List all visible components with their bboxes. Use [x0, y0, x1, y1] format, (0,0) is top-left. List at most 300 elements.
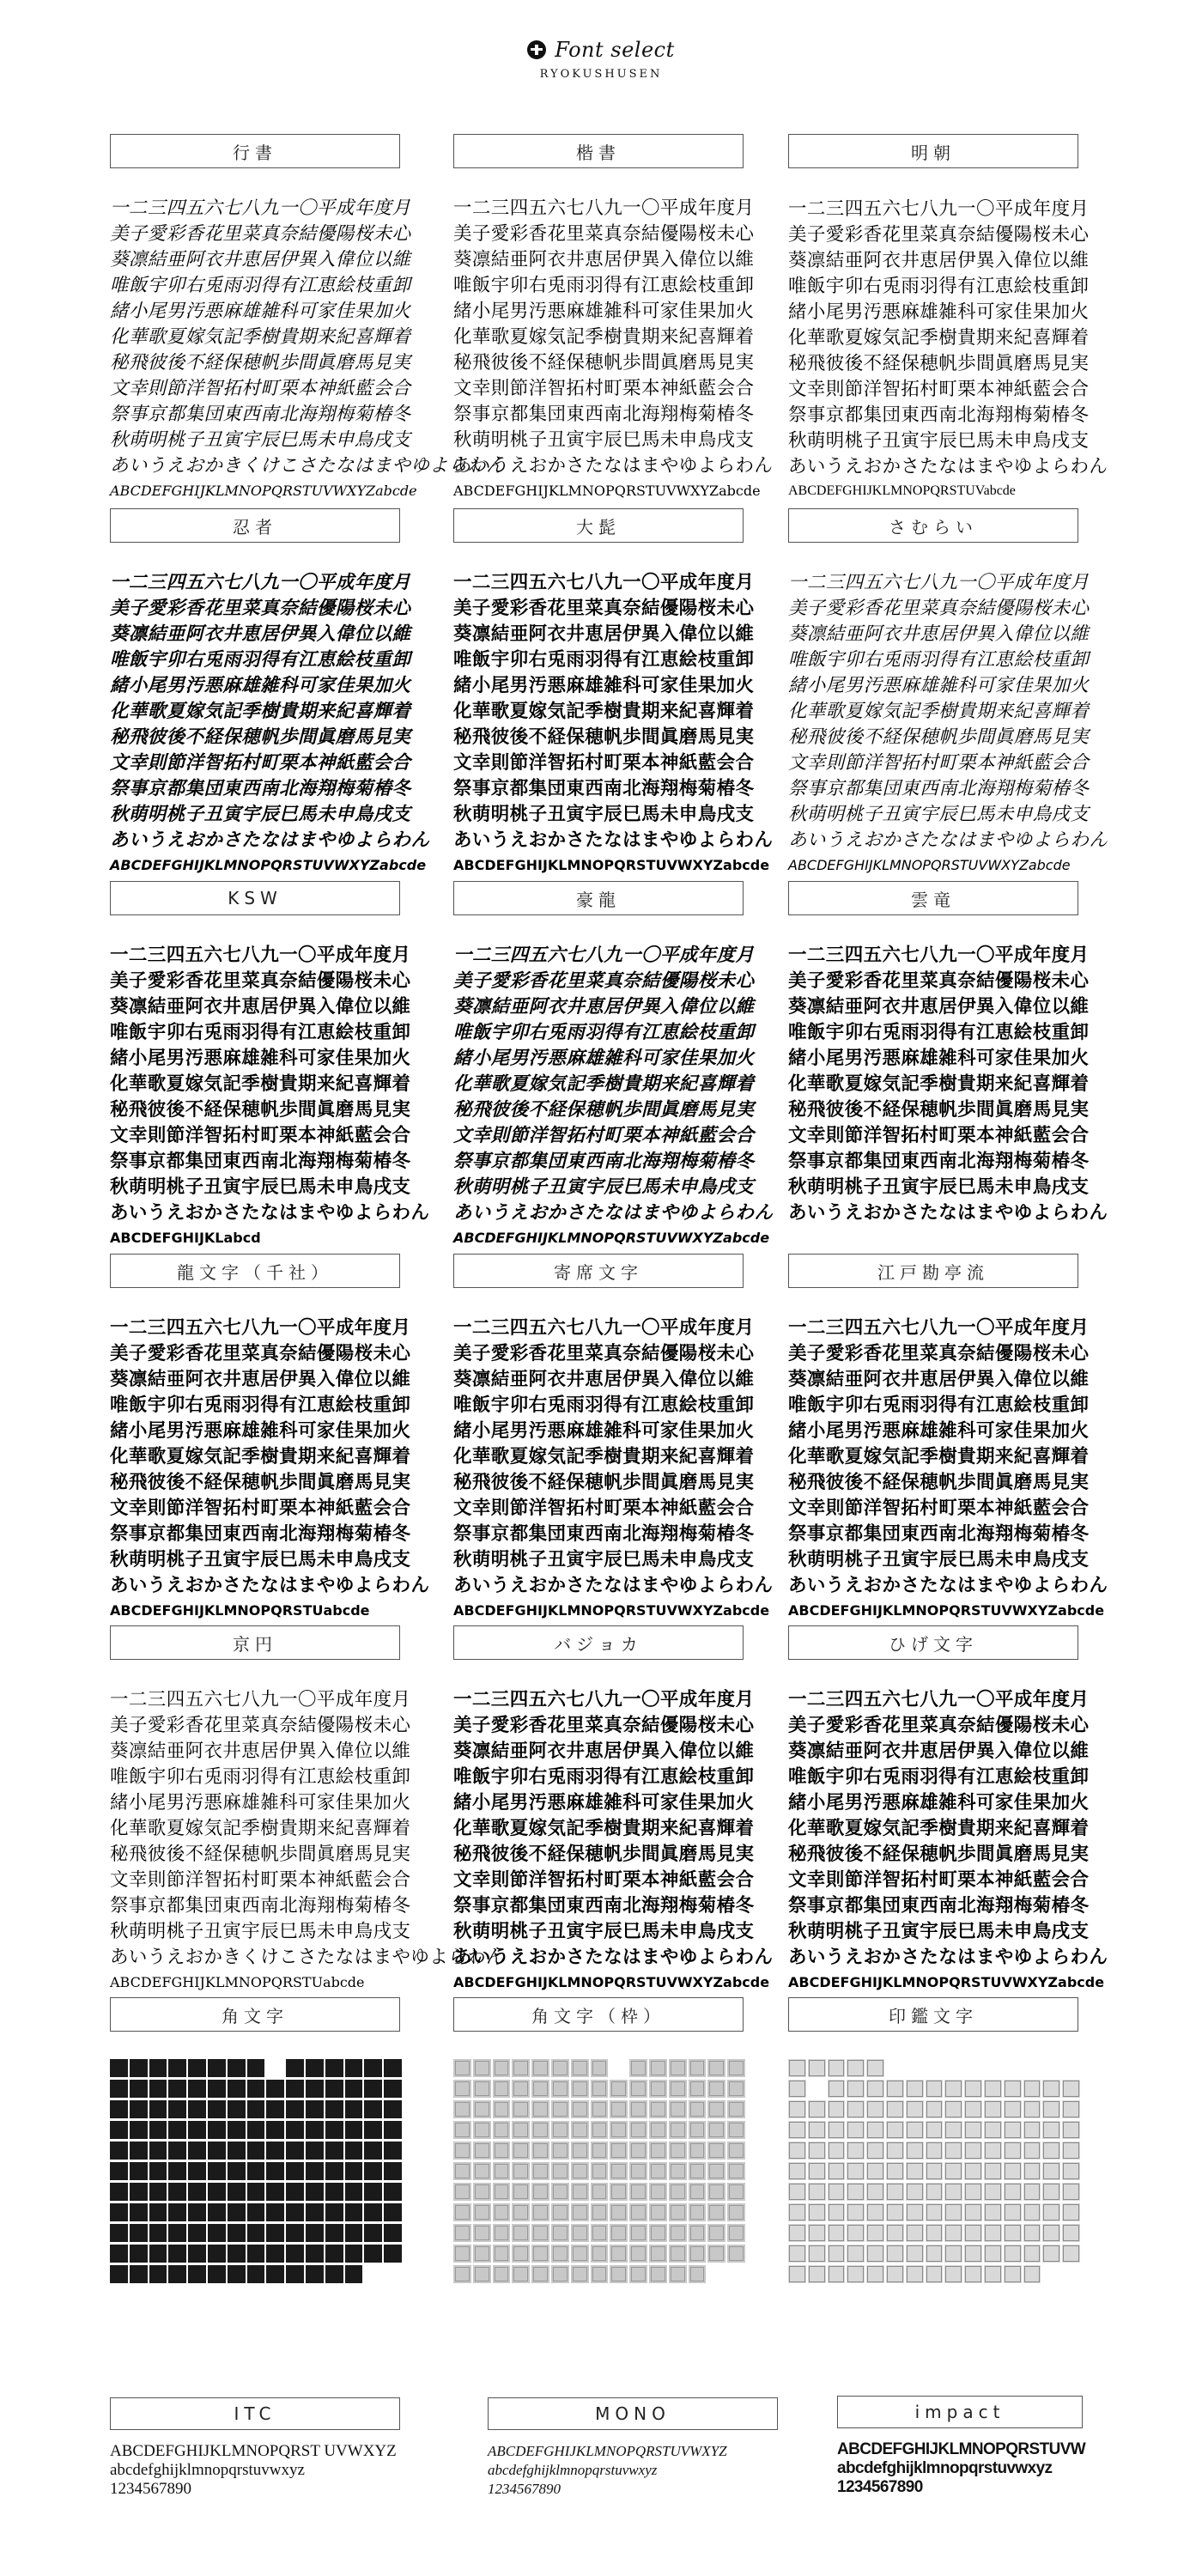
glyph-cell	[364, 2203, 382, 2221]
sample-line: 化華歌夏嫁気記季樹貴期来紀喜輝着	[788, 1818, 1090, 1839]
glyph-cell	[689, 2059, 707, 2077]
glyph-row	[453, 2224, 745, 2242]
sample-line: 葵凛結亜阿衣井恵居伊異入偉位以維	[788, 1741, 1090, 1762]
sample-line: ABCDEFGHIJKLMNOPQRSTUVWXYZabcde	[453, 1230, 770, 1246]
glyph-cell	[110, 2080, 128, 2098]
glyph-cell	[828, 2245, 846, 2263]
glyph-cell	[247, 2100, 265, 2118]
sample-line: ABCDEFGHIJKLMNOPQRSTUVWXYZabcde	[788, 1974, 1105, 1990]
glyph-cell	[473, 2100, 491, 2118]
glyph-cell	[1042, 2121, 1060, 2139]
glyph-cell	[984, 2162, 1002, 2180]
glyph-cell	[886, 2059, 904, 2077]
sample-line: 祭事京都集団東西南北海翔梅菊椿冬	[788, 1895, 1090, 1917]
glyph-cell	[964, 2203, 982, 2221]
sample-line: あいうえおかさたなはまやゆよらわん	[453, 1202, 774, 1224]
sample-line: 秋萌明桃子丑寅宇辰巳馬未申鳥戌支	[110, 1921, 411, 1942]
glyph-cell	[453, 2142, 471, 2160]
glyph-cell	[1004, 2059, 1022, 2077]
sample-line: 文幸則節洋智拓村町栗本神紙藍会合	[110, 378, 411, 399]
glyph-row	[453, 2203, 745, 2221]
font-label: 明朝	[788, 134, 1078, 168]
glyph-cell	[247, 2142, 265, 2160]
font-sample	[788, 196, 1108, 498]
glyph-cell	[149, 2245, 167, 2263]
glyph-cell	[149, 2059, 167, 2077]
sample-line: 秋萌明桃子丑寅宇辰巳馬未申鳥戌支	[453, 429, 755, 451]
font-label: MONO	[488, 2397, 778, 2430]
glyph-cell	[473, 2121, 491, 2139]
sample-line: 秘飛彼後不経保穂帆歩間眞磨馬見実	[788, 726, 1090, 748]
page-header	[0, 38, 1202, 81]
sample-line: 一二三四五六七八九一〇平成年度月	[453, 1689, 755, 1710]
glyph-cell	[325, 2183, 343, 2201]
glyph-cell	[266, 2183, 284, 2201]
glyph-cell	[512, 2245, 530, 2263]
glyph-row	[453, 2100, 745, 2118]
sample-line: 唯飯宇卯右兎雨羽得有江恵絵枝重卸	[110, 1394, 411, 1416]
glyph-cell	[168, 2224, 186, 2242]
glyph-cell	[926, 2162, 944, 2180]
sample-line: 一二三四五六七八九一〇平成年度月	[453, 1317, 755, 1339]
glyph-cell	[266, 2265, 284, 2283]
sample-line: 唯飯宇卯右兎雨羽得有江恵絵枝重卸	[453, 1394, 755, 1416]
glyph-cell	[906, 2224, 924, 2242]
glyph-cell	[266, 2121, 284, 2139]
glyph-cell	[247, 2265, 265, 2283]
glyph-cell	[325, 2100, 343, 2118]
glyph-cell	[512, 2059, 530, 2077]
glyph-cell	[610, 2265, 628, 2283]
glyph-cell	[512, 2183, 530, 2201]
glyph-cell	[1062, 2265, 1080, 2283]
glyph-cell	[727, 2224, 745, 2242]
glyph-cell	[325, 2245, 343, 2263]
glyph-cell	[944, 2183, 962, 2201]
glyph-cell	[707, 2245, 725, 2263]
glyph-cell	[473, 2080, 491, 2098]
sample-line: 一二三四五六七八九一〇平成年度月	[788, 572, 1090, 593]
glyph-cell	[649, 2183, 667, 2201]
glyph-cell	[247, 2203, 265, 2221]
glyph-cell	[306, 2121, 324, 2139]
glyph-cell	[208, 2162, 226, 2180]
glyph-cell	[551, 2224, 569, 2242]
sample-digits: 1234567890	[110, 2480, 191, 2498]
glyph-cell	[325, 2080, 343, 2098]
sample-line: 葵凛結亜阿衣井恵居伊異入偉位以維	[453, 1369, 755, 1390]
glyph-cell	[1062, 2080, 1080, 2098]
sample-line: 祭事京都集団東西南北海翔梅菊椿冬	[453, 1895, 755, 1917]
glyph-cell	[188, 2100, 206, 2118]
glyph-cell	[130, 2121, 148, 2139]
glyph-cell	[727, 2059, 745, 2077]
glyph-cell	[473, 2245, 491, 2263]
glyph-cell	[926, 2121, 944, 2139]
glyph-row	[453, 2142, 745, 2160]
font-panel-impact[interactable]	[837, 2396, 1085, 2497]
glyph-row	[788, 2100, 1080, 2118]
sample-line: 文幸則節洋智拓村町栗本神紙藍会合	[788, 379, 1090, 399]
glyph-cell	[110, 2245, 128, 2263]
glyph-cell	[149, 2100, 167, 2118]
glyph-cell	[1004, 2203, 1022, 2221]
glyph-cell	[1062, 2121, 1080, 2139]
glyph-cell	[847, 2142, 865, 2160]
glyph-cell	[906, 2162, 924, 2180]
glyph-cell	[473, 2203, 491, 2221]
glyph-cell	[345, 2100, 363, 2118]
font-sample	[788, 1687, 1108, 1990]
glyph-cell	[364, 2100, 382, 2118]
glyph-cell	[286, 2245, 304, 2263]
glyph-cell	[788, 2162, 806, 2180]
sample-line: 文幸則節洋智拓村町栗本神紙藍会合	[788, 752, 1090, 774]
font-panel-ninja[interactable]	[110, 508, 430, 873]
glyph-cell	[984, 2265, 1002, 2283]
font-panel-ohige[interactable]	[453, 508, 774, 873]
brand-title: Font select	[555, 38, 675, 62]
sample-line: 化華歌夏嫁気記季樹貴期来紀喜輝着	[110, 701, 411, 722]
glyph-cell	[649, 2224, 667, 2242]
glyph-cell	[188, 2121, 206, 2139]
glyph-cell	[669, 2245, 687, 2263]
glyph-cell	[493, 2265, 511, 2283]
glyph-cell	[1004, 2245, 1022, 2263]
sample-line: ABCDEFGHIJKLabcd	[110, 1230, 261, 1246]
glyph-row	[788, 2183, 1080, 2201]
font-label: バジョカ	[453, 1625, 744, 1660]
glyph-cell	[984, 2142, 1002, 2160]
glyph-cell	[669, 2162, 687, 2180]
sample-line: 美子愛彩香花里菜真奈結優陽桜未心	[110, 970, 411, 992]
glyph-cell	[286, 2059, 304, 2077]
glyph-row	[788, 2080, 1080, 2098]
glyph-cell	[306, 2162, 324, 2180]
glyph-cell	[847, 2121, 865, 2139]
glyph-cell	[926, 2142, 944, 2160]
glyph-cell	[247, 2245, 265, 2263]
glyph-cell	[247, 2059, 265, 2077]
glyph-cell	[1023, 2245, 1041, 2263]
glyph-cell	[1042, 2224, 1060, 2242]
glyph-cell	[208, 2121, 226, 2139]
sample-line: 祭事京都集団東西南北海翔梅菊椿冬	[453, 1151, 755, 1172]
sample-line: 美子愛彩香花里菜真奈結優陽桜未心	[110, 598, 411, 619]
glyph-cell	[1023, 2100, 1041, 2118]
glyph-cell	[228, 2265, 246, 2283]
font-sample-grid	[453, 2059, 745, 2283]
sample-line: ABCDEFGHIJKLMNOPQRSTUVWXYZabcde	[788, 1602, 1105, 1619]
glyph-cell	[188, 2059, 206, 2077]
glyph-cell	[649, 2059, 667, 2077]
glyph-cell	[926, 2183, 944, 2201]
font-sample	[110, 1687, 505, 1990]
glyph-cell	[149, 2224, 167, 2242]
glyph-cell	[944, 2121, 962, 2139]
glyph-cell	[886, 2121, 904, 2139]
font-panel-mincho[interactable]	[788, 134, 1108, 498]
font-panel-goryu[interactable]	[453, 881, 774, 1246]
glyph-cell	[828, 2121, 846, 2139]
glyph-cell	[325, 2265, 343, 2283]
glyph-cell	[473, 2183, 491, 2201]
glyph-cell	[551, 2059, 569, 2077]
glyph-cell	[727, 2245, 745, 2263]
glyph-cell	[610, 2224, 628, 2242]
glyph-cell	[591, 2080, 609, 2098]
glyph-cell	[364, 2224, 382, 2242]
glyph-cell	[571, 2121, 589, 2139]
glyph-cell	[551, 2121, 569, 2139]
glyph-cell	[531, 2162, 549, 2180]
glyph-cell	[591, 2121, 609, 2139]
sample-line: 化華歌夏嫁気記季樹貴期来紀喜輝着	[788, 327, 1090, 348]
glyph-cell	[188, 2162, 206, 2180]
glyph-cell	[1042, 2142, 1060, 2160]
glyph-cell	[629, 2183, 647, 2201]
glyph-cell	[512, 2203, 530, 2221]
glyph-cell	[591, 2203, 609, 2221]
glyph-cell	[306, 2059, 324, 2077]
font-panel-yose-moji[interactable]	[453, 1254, 774, 1619]
glyph-cell	[1004, 2183, 1022, 2201]
sample-line: あいうえおかさたなはまやゆよらわん	[453, 1947, 774, 1968]
font-panel-gyosho[interactable]	[110, 134, 505, 499]
glyph-row	[788, 2203, 1080, 2221]
glyph-cell	[866, 2121, 884, 2139]
glyph-cell	[1023, 2203, 1041, 2221]
sample-line: 唯飯宇卯右兎雨羽得有江恵絵枝重卸	[788, 276, 1090, 296]
sample-line: ABCDEFGHIJKLMNOPQRSTUVWXYZabcde	[453, 1602, 770, 1619]
glyph-cell	[629, 2121, 647, 2139]
glyph-cell	[512, 2121, 530, 2139]
glyph-cell	[649, 2142, 667, 2160]
glyph-cell	[669, 2203, 687, 2221]
glyph-cell	[629, 2203, 647, 2221]
glyph-cell	[247, 2224, 265, 2242]
sample-line: 一二三四五六七八九一〇平成年度月	[453, 572, 755, 593]
glyph-cell	[727, 2080, 745, 2098]
font-panel-ryumoji-senja[interactable]	[110, 1254, 430, 1619]
glyph-cell	[788, 2224, 806, 2242]
glyph-cell	[571, 2224, 589, 2242]
glyph-cell	[453, 2203, 471, 2221]
glyph-cell	[493, 2059, 511, 2077]
glyph-cell	[984, 2183, 1002, 2201]
font-panel-hige-moji[interactable]	[788, 1625, 1108, 1990]
font-panel-edo-kanteiryu[interactable]	[788, 1254, 1108, 1619]
glyph-cell	[1023, 2121, 1041, 2139]
glyph-cell	[228, 2203, 246, 2221]
sample-line: 化華歌夏嫁気記季樹貴期来紀喜輝着	[453, 701, 755, 722]
glyph-cell	[649, 2203, 667, 2221]
glyph-cell	[669, 2224, 687, 2242]
glyph-cell	[364, 2142, 382, 2160]
glyph-cell	[1042, 2245, 1060, 2263]
glyph-cell	[964, 2100, 982, 2118]
glyph-cell	[345, 2121, 363, 2139]
glyph-cell	[149, 2142, 167, 2160]
glyph-cell	[266, 2245, 284, 2263]
glyph-cell	[571, 2142, 589, 2160]
sample-line: 唯飯宇卯右兎雨羽得有江恵絵枝重卸	[110, 275, 411, 296]
glyph-row	[110, 2183, 402, 2201]
glyph-cell	[1023, 2265, 1041, 2283]
sample-line: 文幸則節洋智拓村町栗本神紙藍会合	[788, 1869, 1090, 1891]
glyph-cell	[551, 2100, 569, 2118]
glyph-cell	[944, 2100, 962, 2118]
sample-line: 文幸則節洋智拓村町栗本神紙藍会合	[788, 1498, 1090, 1519]
sample-line: 秘飛彼後不経保穂帆歩間眞磨馬見実	[453, 352, 755, 374]
font-label: ITC	[110, 2397, 400, 2430]
sample-line: 祭事京都集団東西南北海翔梅菊椿冬	[110, 1523, 411, 1545]
sample-lowercase: abcdefghijklmnopqrstuvwxyz	[110, 2461, 305, 2479]
glyph-cell	[866, 2080, 884, 2098]
glyph-cell	[149, 2183, 167, 2201]
glyph-cell	[689, 2183, 707, 2201]
sample-line: ABCDEFGHIJKLMNOPQRSTUabcde	[110, 1974, 365, 1990]
glyph-cell	[828, 2142, 846, 2160]
glyph-cell	[453, 2100, 471, 2118]
glyph-cell	[964, 2183, 982, 2201]
font-panel-bajoka[interactable]	[453, 1625, 774, 1990]
glyph-cell	[788, 2183, 806, 2201]
glyph-cell	[808, 2121, 826, 2139]
glyph-cell	[266, 2059, 284, 2077]
glyph-cell	[610, 2121, 628, 2139]
glyph-cell	[306, 2183, 324, 2201]
font-sample	[788, 570, 1108, 873]
sample-line: 秘飛彼後不経保穂帆歩間眞磨馬見実	[110, 726, 411, 748]
font-label: 楷書	[453, 134, 744, 168]
glyph-cell	[964, 2080, 982, 2098]
glyph-cell	[473, 2142, 491, 2160]
glyph-cell	[384, 2265, 402, 2283]
glyph-cell	[828, 2059, 846, 2077]
glyph-cell	[130, 2183, 148, 2201]
glyph-cell	[306, 2224, 324, 2242]
glyph-cell	[788, 2245, 806, 2263]
glyph-cell	[788, 2265, 806, 2283]
font-panel-itc[interactable]	[110, 2397, 400, 2499]
glyph-cell	[384, 2142, 402, 2160]
font-label: さむらい	[788, 508, 1078, 543]
font-panel-mono[interactable]	[488, 2397, 778, 2499]
glyph-cell	[247, 2121, 265, 2139]
glyph-cell	[944, 2059, 962, 2077]
glyph-cell	[689, 2142, 707, 2160]
font-panel-ksw[interactable]	[110, 881, 430, 1246]
sample-line: 美子愛彩香花里菜真奈結優陽桜未心	[788, 1715, 1090, 1736]
glyph-cell	[984, 2100, 1002, 2118]
glyph-cell	[364, 2245, 382, 2263]
sample-line: 美子愛彩香花里菜真奈結優陽桜未心	[453, 970, 755, 992]
sample-line: あいうえおかさたなはまやゆよらわん	[788, 1947, 1108, 1968]
glyph-cell	[707, 2224, 725, 2242]
font-panel-kaisho[interactable]	[453, 134, 774, 499]
glyph-cell	[707, 2121, 725, 2139]
glyph-cell	[168, 2100, 186, 2118]
glyph-cell	[110, 2121, 128, 2139]
sample-line: 一二三四五六七八九一〇平成年度月	[110, 1689, 411, 1710]
glyph-cell	[1004, 2121, 1022, 2139]
sample-line: 美子愛彩香花里菜真奈結優陽桜未心	[110, 1343, 411, 1364]
glyph-cell	[168, 2121, 186, 2139]
glyph-cell	[828, 2224, 846, 2242]
sample-line: ABCDEFGHIJKLMNOPQRSTUVWXYZabcde	[453, 1974, 770, 1990]
glyph-cell	[130, 2162, 148, 2180]
glyph-cell	[964, 2265, 982, 2283]
glyph-cell	[306, 2245, 324, 2263]
sample-line: 葵凛結亜阿衣井恵居伊異入偉位以維	[453, 623, 755, 645]
glyph-cell	[325, 2224, 343, 2242]
sample-line: 化華歌夏嫁気記季樹貴期来紀喜輝着	[110, 1818, 411, 1839]
font-panel-kaku-moji-frame[interactable]	[453, 1997, 745, 2286]
font-panel-kaku-moji[interactable]	[110, 1997, 402, 2286]
glyph-cell	[689, 2245, 707, 2263]
glyph-cell	[384, 2121, 402, 2139]
font-panel-unryu[interactable]	[788, 881, 1108, 1224]
glyph-row	[788, 2245, 1080, 2263]
glyph-cell	[571, 2100, 589, 2118]
sample-line: 化華歌夏嫁気記季樹貴期来紀喜輝着	[453, 1818, 755, 1839]
font-label: KSW	[110, 881, 400, 915]
sample-line: 祭事京都集団東西南北海翔梅菊椿冬	[788, 778, 1090, 799]
glyph-cell	[707, 2100, 725, 2118]
glyph-cell	[984, 2245, 1002, 2263]
glyph-cell	[1042, 2100, 1060, 2118]
glyph-cell	[1062, 2224, 1080, 2242]
sample-line: ABCDEFGHIJKLMNOPQRSTUVWXYZabcde	[110, 857, 427, 873]
glyph-cell	[689, 2162, 707, 2180]
font-panel-kyoen[interactable]	[110, 1625, 505, 1990]
glyph-cell	[828, 2162, 846, 2180]
glyph-cell	[906, 2121, 924, 2139]
sample-line: 祭事京都集団東西南北海翔梅菊椿冬	[110, 778, 411, 799]
sample-line: 緒小尾男汚悪麻雄雑科可家佳果加火	[453, 1048, 755, 1069]
font-panel-inkan-moji[interactable]	[788, 1997, 1080, 2286]
glyph-cell	[228, 2142, 246, 2160]
glyph-cell	[571, 2245, 589, 2263]
sample-line: 緒小尾男汚悪麻雄雑科可家佳果加火	[788, 301, 1090, 322]
sample-line: 緒小尾男汚悪麻雄雑科可家佳果加火	[788, 1792, 1090, 1814]
glyph-cell	[493, 2183, 511, 2201]
sample-line: 祭事京都集団東西南北海翔梅菊椿冬	[788, 404, 1090, 425]
sample-line: 美子愛彩香花里菜真奈結優陽桜未心	[788, 598, 1090, 619]
glyph-cell	[629, 2265, 647, 2283]
glyph-cell	[591, 2100, 609, 2118]
glyph-cell	[266, 2162, 284, 2180]
glyph-cell	[512, 2080, 530, 2098]
font-label: 角文字（枠）	[453, 1997, 744, 2032]
glyph-cell	[493, 2121, 511, 2139]
sample-line: 美子愛彩香花里菜真奈結優陽桜未心	[453, 598, 755, 619]
sample-line: 葵凛結亜阿衣井恵居伊異入偉位以維	[110, 623, 411, 645]
glyph-cell	[384, 2100, 402, 2118]
brand	[527, 38, 675, 62]
glyph-cell	[669, 2100, 687, 2118]
glyph-cell	[110, 2203, 128, 2221]
sample-line: 秘飛彼後不経保穂帆歩間眞磨馬見実	[110, 1099, 411, 1121]
sample-line: 葵凛結亜阿衣井恵居伊異入偉位以維	[110, 1369, 411, 1390]
sample-line: 祭事京都集団東西南北海翔梅菊椿冬	[110, 404, 411, 425]
font-panel-samurai[interactable]	[788, 508, 1108, 873]
sample-line: 唯飯宇卯右兎雨羽得有江恵絵枝重卸	[110, 649, 411, 671]
glyph-cell	[1004, 2224, 1022, 2242]
glyph-cell	[1023, 2142, 1041, 2160]
glyph-cell	[453, 2121, 471, 2139]
